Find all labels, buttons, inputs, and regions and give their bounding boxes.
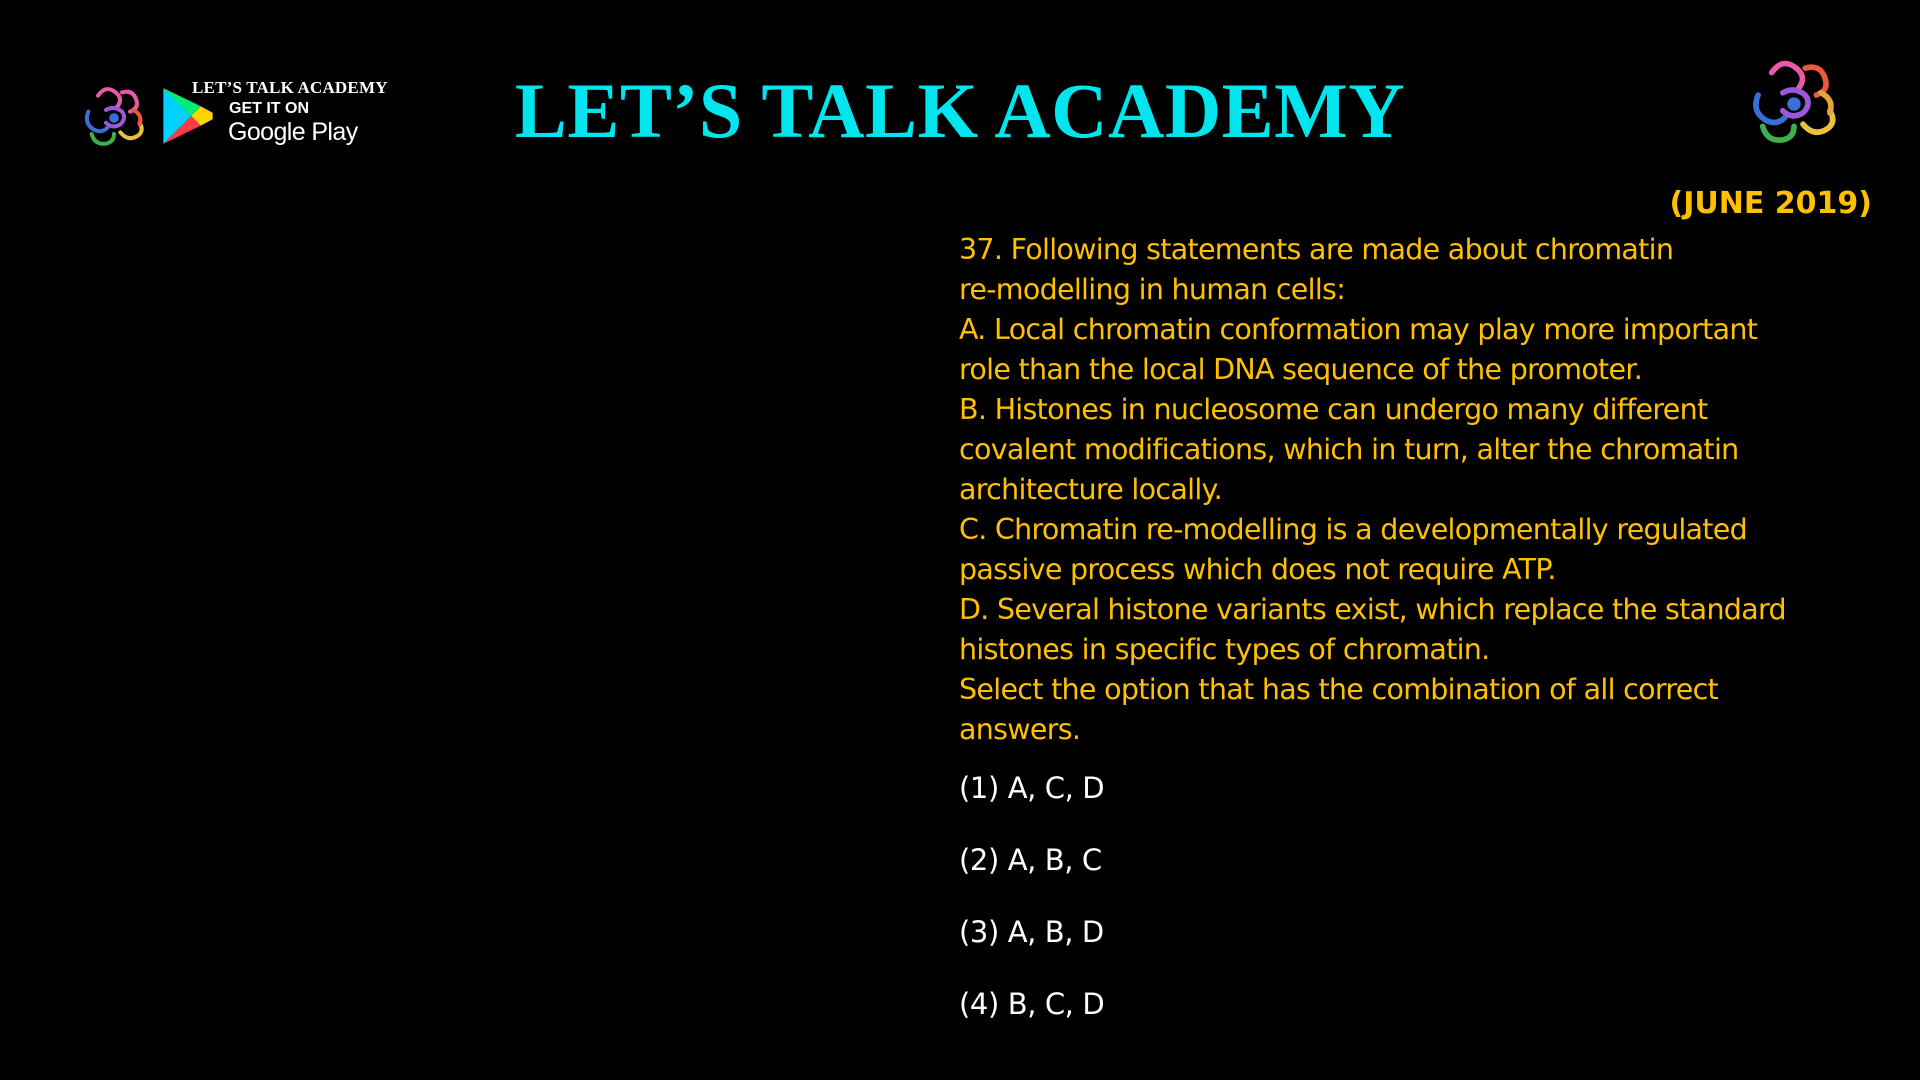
option-1[interactable]: (1) A, C, D xyxy=(959,771,1105,805)
academy-logo-icon xyxy=(74,78,154,158)
academy-logo-icon xyxy=(1738,48,1850,160)
statement-d-line: D. Several histone variants exist, which replace the standard xyxy=(959,593,1786,626)
badge-academy-label: LET’S TALK ACADEMY xyxy=(192,78,388,97)
instruction-line: answers. xyxy=(959,713,1081,746)
instruction-line: Select the option that has the combination of all correct xyxy=(959,673,1719,706)
statement-a-line: role than the local DNA sequence of the promoter. xyxy=(959,353,1643,386)
option-4[interactable]: (4) B, C, D xyxy=(959,987,1105,1021)
statement-b-line: covalent modifications, which in turn, alter the chromatin xyxy=(959,433,1739,466)
statement-d-line: histones in specific types of chromatin. xyxy=(959,633,1490,666)
statement-c-line: passive process which does not require ATP. xyxy=(959,553,1556,586)
badge-store-name: Google Play xyxy=(228,118,358,146)
statement-c-line: C. Chromatin re-modelling is a developmentally regulated xyxy=(959,513,1747,546)
option-2[interactable]: (2) A, B, C xyxy=(959,843,1102,877)
statement-b-line: B. Histones in nucleosome can undergo many different xyxy=(959,393,1708,426)
option-3[interactable]: (3) A, B, D xyxy=(959,915,1104,949)
question-line: re-modelling in human cells: xyxy=(959,273,1346,306)
question-text xyxy=(959,230,1879,750)
statement-a-line: A. Local chromatin conformation may play more important xyxy=(959,313,1758,346)
page-title: LET’S TALK ACADEMY xyxy=(514,67,1406,154)
statement-b-line: architecture locally. xyxy=(959,473,1222,506)
exam-year-tag: (JUNE 2019) xyxy=(1669,186,1872,221)
badge-get-it-on: GET IT ON xyxy=(229,100,309,117)
answer-options xyxy=(959,768,1104,1056)
question-line: 37. Following statements are made about chromatin xyxy=(959,233,1674,266)
